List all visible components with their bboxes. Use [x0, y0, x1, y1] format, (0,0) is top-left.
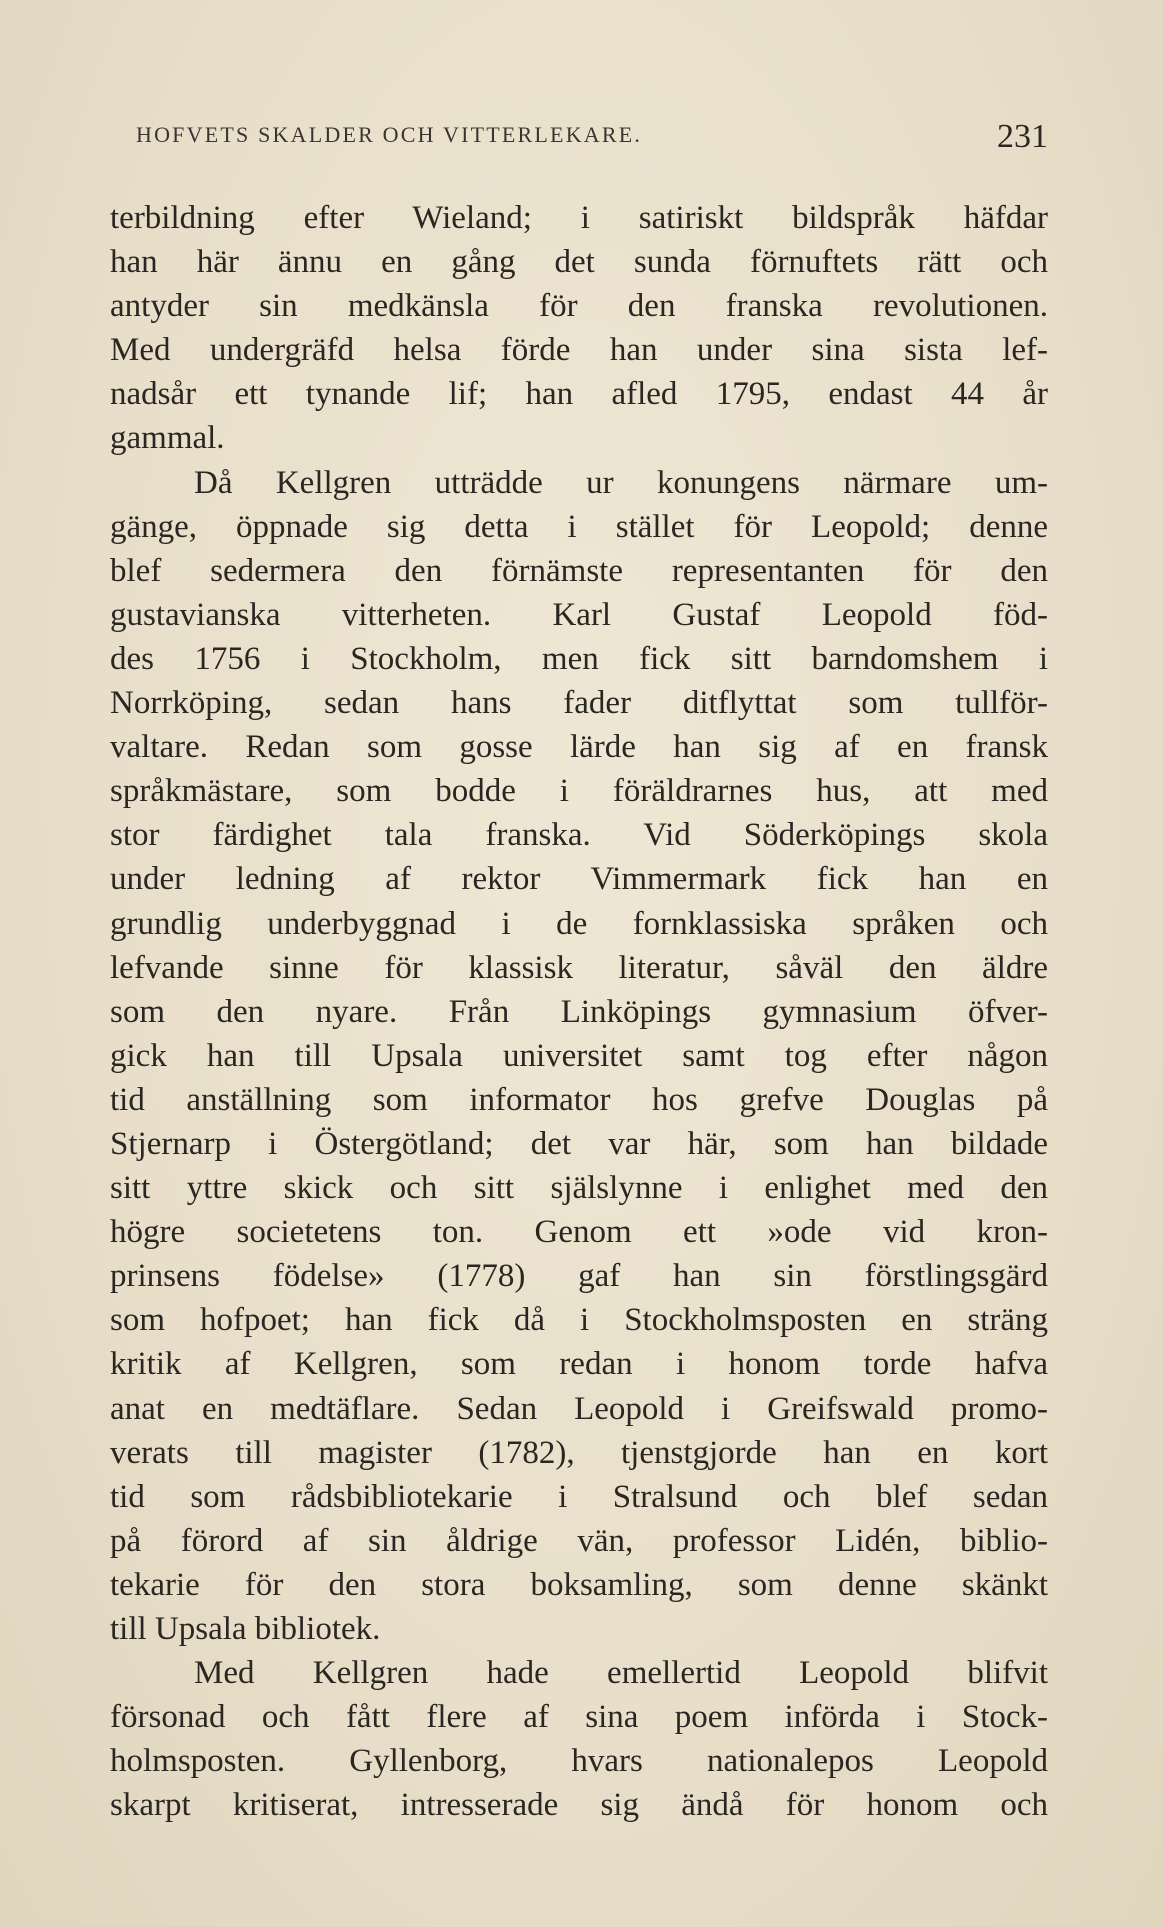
text-line: Stjernarp i Östergötland; det var här, som han bildade: [110, 1125, 1048, 1162]
body-text: [110, 196, 1048, 1827]
text-line: tekarie för den stora boksamling, som denne skänkt: [110, 1566, 1048, 1603]
text-line: som den nyare. Från Linköpings gymnasium öfver-: [110, 993, 1048, 1030]
page-number: 231: [997, 118, 1048, 155]
text-line: gammal.: [110, 420, 225, 457]
paragraph-start-line: Då Kellgren utträdde ur konungens närmare um-: [194, 464, 1048, 501]
text-line: gick han till Upsala universitet samt tog efter någon: [110, 1037, 1048, 1074]
text-line: Norrköping, sedan hans fader ditflyttat som tullför-: [110, 685, 1048, 722]
text-line: under ledning af rektor Vimmermark fick han en: [110, 861, 1048, 898]
running-head: HOFVETS SKALDER OCH VITTERLEKARE.: [136, 122, 643, 147]
text-line: kritik af Kellgren, som redan i honom torde hafva: [110, 1346, 1048, 1383]
text-line: holmsposten. Gyllenborg, hvars nationalepos Leopold: [110, 1743, 1048, 1780]
text-line: på förord af sin åldrige vän, professor Lidén, biblio-: [110, 1522, 1048, 1559]
text-line: försonad och fått flere af sina poem införda i Stock-: [110, 1699, 1048, 1736]
text-line: valtare. Redan som gosse lärde han sig af en fransk: [110, 729, 1048, 766]
text-line: sitt yttre skick och sitt själslynne i enlighet med den: [110, 1170, 1048, 1207]
text-line: verats till magister (1782), tjenstgjorde han en kort: [110, 1434, 1048, 1471]
text-line: grundlig underbyggnad i de fornklassiska språken och: [110, 905, 1048, 942]
text-line: Med undergräfd helsa förde han under sina sista lef-: [110, 332, 1048, 369]
text-line: gustavianska vitterheten. Karl Gustaf Leopold föd-: [110, 596, 1048, 633]
text-line: tid som rådsbibliotekarie i Stralsund och blef sedan: [110, 1478, 1048, 1515]
text-line: han här ännu en gång det sunda förnuftets rätt och: [110, 244, 1048, 281]
text-line: stor färdighet tala franska. Vid Söderköpings skola: [110, 817, 1048, 854]
text-line: skarpt kritiserat, intresserade sig ändå för honom och: [110, 1787, 1048, 1824]
text-line: prinsens födelse» (1778) gaf han sin förstlingsgärd: [110, 1258, 1048, 1295]
text-line: lefvande sinne för klassisk literatur, såväl den äldre: [110, 949, 1048, 986]
text-line: anat en medtäflare. Sedan Leopold i Greifswald promo-: [110, 1390, 1048, 1427]
text-line: des 1756 i Stockholm, men fick sitt barndomshem i: [110, 640, 1048, 677]
text-line: nadsår ett tynande lif; han afled 1795, endast 44 år: [110, 376, 1048, 413]
text-line: som hofpoet; han fick då i Stockholmsposten en sträng: [110, 1302, 1048, 1339]
page-header: [110, 118, 1048, 158]
text-line: gänge, öppnade sig detta i stället för Leopold; denne: [110, 508, 1048, 545]
text-line: språkmästare, som bodde i föräldrarnes hus, att med: [110, 773, 1048, 810]
text-line: tid anställning som informator hos grefve Douglas på: [110, 1081, 1048, 1118]
text-line: högre societetens ton. Genom ett »ode vid kron-: [110, 1214, 1048, 1251]
text-line: blef sedermera den förnämste representanten för den: [110, 552, 1048, 589]
text-line: terbildning efter Wieland; i satiriskt bildspråk häfdar: [110, 200, 1048, 236]
paragraph-start-line: Med Kellgren hade emellertid Leopold blifvit: [194, 1655, 1048, 1692]
text-line: antyder sin medkänsla för den franska revolutionen.: [110, 288, 1048, 325]
text-line: till Upsala bibliotek.: [110, 1611, 381, 1647]
